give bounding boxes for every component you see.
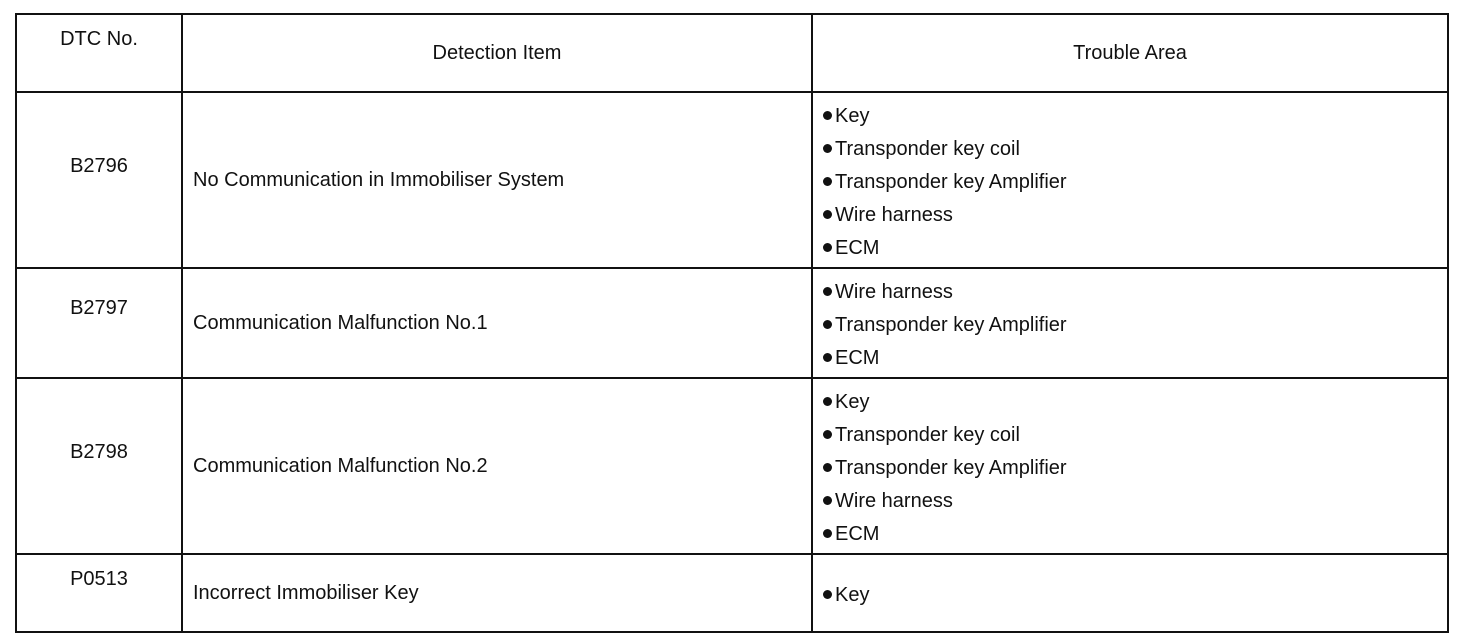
trouble-area-label: Transponder key Amplifier [835, 456, 1067, 479]
bullet-icon [823, 529, 832, 538]
bullet-icon [823, 287, 832, 296]
trouble-area [812, 92, 1448, 268]
trouble-area [812, 378, 1448, 554]
table-row [16, 554, 1448, 632]
bullet-icon [823, 144, 832, 153]
trouble-area [812, 554, 1448, 632]
dtc-code: B2798 [16, 378, 182, 554]
bullet-icon [823, 177, 832, 186]
table-row [16, 268, 1448, 378]
trouble-area-label: ECM [835, 236, 880, 259]
trouble-area [812, 268, 1448, 378]
trouble-area-item [823, 579, 1447, 612]
trouble-area-item [823, 199, 1447, 232]
bullet-icon [823, 243, 832, 252]
header-detection-item: Detection Item [182, 14, 812, 92]
trouble-area-label: Key [835, 390, 870, 413]
dtc-code: B2796 [16, 92, 182, 268]
bullet-icon [823, 320, 832, 329]
bullet-icon [823, 496, 832, 505]
trouble-area-item [823, 133, 1447, 166]
dtc-table [15, 13, 1449, 633]
bullet-icon [823, 430, 832, 439]
trouble-area-label: ECM [835, 346, 880, 369]
detection-item: No Communication in Immobiliser System [182, 92, 812, 268]
bullet-icon [823, 463, 832, 472]
trouble-area-label: Key [835, 104, 870, 127]
bullet-icon [823, 353, 832, 362]
dtc-code: B2797 [16, 268, 182, 378]
trouble-area-list [823, 579, 1447, 612]
table-row [16, 92, 1448, 268]
bullet-icon [823, 590, 832, 599]
table-header-row [16, 14, 1448, 92]
trouble-area-label: Transponder key coil [835, 423, 1020, 446]
trouble-area-item [823, 232, 1447, 265]
trouble-area-list [823, 276, 1447, 375]
trouble-area-item [823, 309, 1447, 342]
trouble-area-label: Wire harness [835, 203, 953, 226]
trouble-area-label: Wire harness [835, 489, 953, 512]
trouble-area-item [823, 100, 1447, 133]
bullet-icon [823, 111, 832, 120]
trouble-area-label: Key [835, 583, 870, 606]
trouble-area-label: Wire harness [835, 280, 953, 303]
trouble-area-label: Transponder key coil [835, 137, 1020, 160]
trouble-area-item [823, 452, 1447, 485]
table-row [16, 378, 1448, 554]
trouble-area-label: Transponder key Amplifier [835, 313, 1067, 336]
trouble-area-label: ECM [835, 522, 880, 545]
trouble-area-item [823, 419, 1447, 452]
bullet-icon [823, 210, 832, 219]
header-trouble-area: Trouble Area [812, 14, 1448, 92]
trouble-area-label: Transponder key Amplifier [835, 170, 1067, 193]
trouble-area-list [823, 386, 1447, 551]
trouble-area-item [823, 166, 1447, 199]
trouble-area-list [823, 100, 1447, 265]
bullet-icon [823, 397, 832, 406]
trouble-area-item [823, 386, 1447, 419]
trouble-area-item [823, 276, 1447, 309]
detection-item: Communication Malfunction No.1 [182, 268, 812, 378]
trouble-area-item [823, 518, 1447, 551]
trouble-area-item [823, 485, 1447, 518]
detection-item: Communication Malfunction No.2 [182, 378, 812, 554]
header-dtc-no: DTC No. [16, 14, 182, 92]
trouble-area-item [823, 342, 1447, 375]
dtc-code: P0513 [16, 554, 182, 632]
detection-item: Incorrect Immobiliser Key [182, 554, 812, 632]
